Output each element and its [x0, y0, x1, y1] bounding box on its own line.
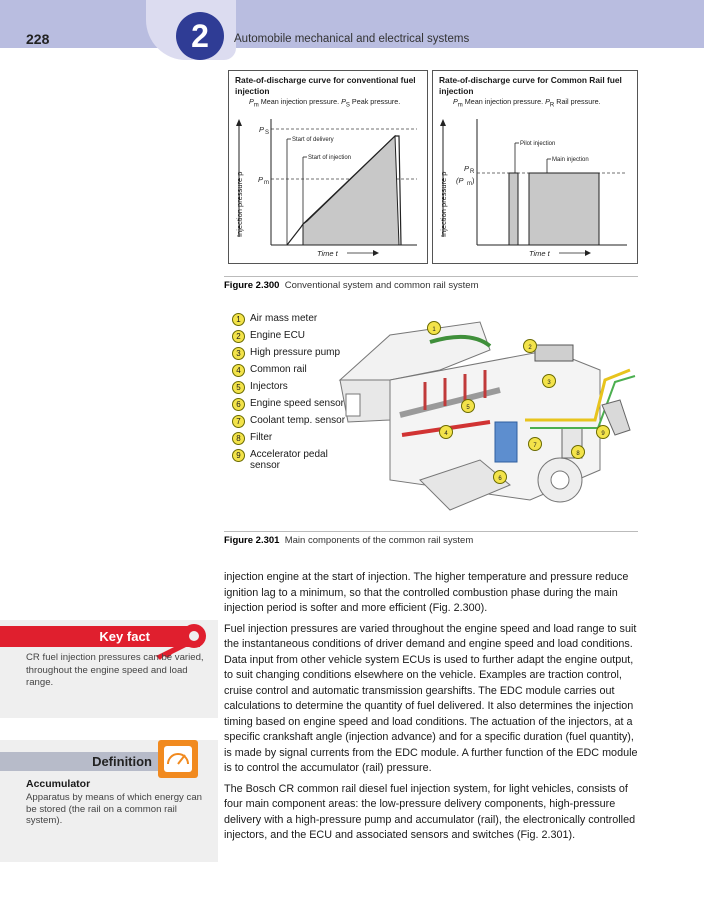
note-start-injection: Start of injection: [308, 155, 352, 161]
definition-title: Definition: [92, 754, 152, 769]
definition-header: [0, 752, 160, 771]
legend-item: 5 Injectors: [232, 381, 352, 394]
paragraph: The Bosch CR common rail diesel fuel injection system, for light vehicles, consists of four main component areas: the low-pressure delivery components, high-pressure delivery with a high-pressure pump and accumulator (rail), the electronically controlled injectors, and the ECU and associated sensors and switches (Fig. 2.301).: [224, 782, 636, 841]
y-axis-arrow: [440, 119, 446, 126]
engine-ecu: [535, 345, 573, 361]
paragraph: Fuel injection pressures are varied throughout the engine speed and load range to suit the instantaneous conditions of driver demand and engine speed and load conditions. Data input from other vehicle system ECUs is used to further adapt the engine output, to suit changing conditions elsewhere on the vehicle. Examples are traction control, cruise control and automatic transmission gearshifts. The EDC module carries out calculations to determine the quantity of fuel delivered. It also determines the injection timing based on engine speed and load conditions. The actuation of the injectors, at a specific crankshaft angle (injection advance) and for a specific duration (fuel quantity), is made by signal currents from the EDC module. A further function of the EDC module is to control the accumulator (rail) pressure.: [224, 622, 638, 774]
legend-item: 8 Filter: [232, 432, 352, 445]
injection-rate-area: [303, 136, 399, 245]
svg-text:): ): [472, 176, 475, 185]
chapter-number: 2: [176, 12, 224, 60]
callout-9: 9: [601, 431, 605, 437]
callout-4: 4: [444, 431, 448, 437]
x-axis-label: Time t: [529, 249, 550, 258]
label-ps: P: [259, 125, 265, 134]
note-pilot-injection: Pilot injection: [520, 141, 556, 147]
definition-box: [0, 740, 218, 862]
definition-text: Apparatus by means of which energy can be stored (the rail on a common rail system).: [26, 792, 202, 826]
legend-item: 4 Common rail: [232, 364, 352, 377]
figure-2-300-caption: Figure 2.300 Conventional system and common rail system: [224, 280, 479, 291]
main-injection-bar: [529, 173, 599, 245]
conventional-curve-svg: [229, 109, 427, 263]
y-axis-label: Injection pressure p: [235, 171, 244, 237]
chart-subtitle: $P_m$ Mean injection pressure. $P_R$ Rail pressure.: [453, 97, 601, 109]
label-pm-bracket-sub: m: [467, 181, 472, 187]
body-text: [224, 570, 642, 849]
x-axis-arrow: [585, 250, 591, 256]
common-rail-engine-illustration: [330, 310, 640, 520]
key-fact-title: Key fact: [99, 629, 150, 644]
label-ps-sub: S: [265, 130, 270, 136]
x-axis-arrow: [373, 250, 379, 256]
callout-8: 8: [576, 451, 580, 457]
pilot-injection-bar: [509, 173, 518, 245]
label-pm-bracket: (P: [456, 176, 464, 185]
callout-5: 5: [466, 405, 470, 411]
callout-3: 3: [547, 380, 551, 386]
high-pressure-pump: [495, 422, 517, 462]
callout-2: 2: [528, 345, 532, 351]
y-axis-label: Injection pressure p: [439, 171, 448, 237]
chart-subtitle: $P_m$ Mean injection pressure. $P_S$ Peak pressure.: [249, 97, 401, 109]
common-rail-discharge-chart: [432, 70, 638, 264]
caption-rule: [224, 531, 638, 532]
definition-term: Accumulator: [26, 778, 91, 790]
key-fact-box: [0, 620, 218, 718]
note-start-delivery: Start of delivery: [292, 137, 334, 143]
label-pr-sub: R: [470, 169, 475, 175]
paragraph: injection engine at the start of injection. The higher temperature and pressure reduce ignition lag to a minimum, so that the controlled combustion phase during the main injection period is softer and more efficient (Fig. 2.300).: [224, 571, 629, 614]
chart-title: Rate-of-discharge curve for conventional fuel injection: [235, 75, 416, 96]
page-number: 228: [26, 31, 50, 47]
legend-item: 7 Coolant temp. sensor: [232, 415, 352, 428]
caption-rule: [224, 276, 638, 277]
callout-6: 6: [498, 476, 502, 482]
legend-item: 1 Air mass meter: [232, 313, 352, 326]
book-title: Automobile mechanical and electrical systems: [234, 33, 470, 45]
legend-item: 2 Engine ECU: [232, 330, 352, 343]
gauge-icon: [158, 740, 198, 778]
legend-item: 3 High pressure pump: [232, 347, 352, 360]
note-main-injection: Main injection: [552, 157, 589, 163]
label-pm-sub: m: [264, 180, 269, 186]
figure-2-301-caption: Figure 2.301 Main components of the common rail system: [224, 535, 474, 546]
label-pm: P: [258, 175, 264, 184]
label-pr: P: [464, 164, 470, 173]
common-rail-curve-svg: [433, 109, 637, 263]
y-axis-arrow: [236, 119, 242, 126]
legend-item: 6 Engine speed sensor: [232, 398, 352, 411]
legend-item: 9 Accelerator pedal sensor: [232, 449, 352, 471]
conventional-discharge-chart: [228, 70, 428, 264]
x-axis-label: Time t: [317, 249, 338, 258]
chart-title: Rate-of-discharge curve for Common Rail fuel injection: [439, 75, 622, 96]
callout-1: 1: [432, 327, 436, 333]
callout-7: 7: [533, 443, 537, 449]
key-fact-text: CR fuel injection pressures can be varied, throughout the engine speed and load range.: [26, 652, 204, 688]
